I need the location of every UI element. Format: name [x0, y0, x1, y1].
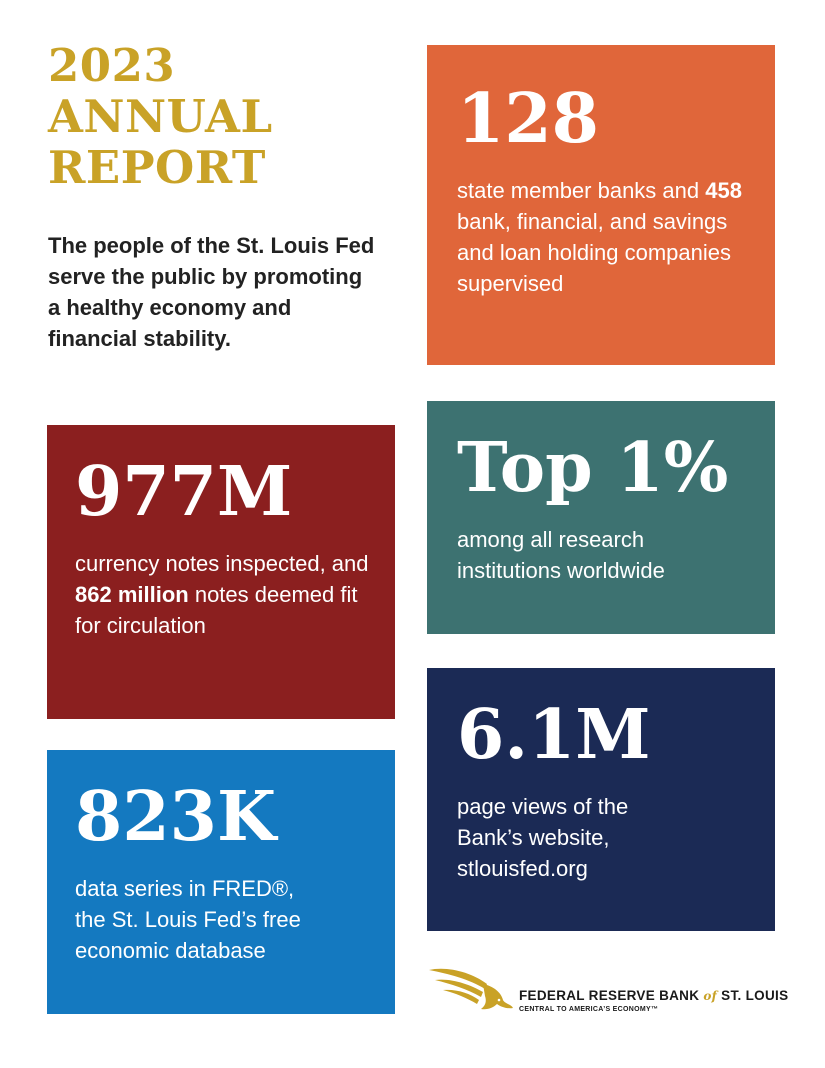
views-description	[457, 791, 775, 884]
report-title-annual: ANNUAL	[48, 90, 273, 143]
logo-name-post: ST. LOUIS	[717, 988, 789, 1003]
banks-desc-pre: state member banks and	[457, 178, 706, 203]
report-year: 2023	[48, 39, 176, 92]
report-title	[48, 40, 273, 193]
intro-statement: The people of the St. Louis Fed serve the public by promoting a healthy economy and financial stability.	[48, 233, 375, 351]
banks-supervised-card	[427, 45, 775, 365]
fred-stat: 823K	[75, 777, 277, 857]
fred-card	[47, 750, 395, 1014]
views-desc-line2: Bank’s website,	[457, 825, 610, 850]
currency-desc-pre: currency notes inspected, and	[75, 551, 369, 576]
currency-desc-bold: 862 million	[75, 582, 189, 607]
views-stat: 6.1M	[457, 695, 651, 775]
views-desc-line1: page views of the	[457, 794, 629, 819]
logo-name-pre: FEDERAL RESERVE BANK	[519, 988, 704, 1003]
logo-tagline: CENTRAL TO AMERICA’S ECONOMY™	[519, 1006, 659, 1013]
banks-desc-post: bank, financial, and savings and loan holding companies supervised	[457, 209, 731, 296]
currency-desc-post: notes deemed fit for circulation	[75, 582, 358, 638]
banks-stat: 128	[457, 79, 599, 159]
research-description: among all research institutions worldwide	[457, 527, 665, 583]
currency-stat: 977M	[75, 452, 293, 532]
fred-desc-line1: data series in FRED®,	[75, 876, 295, 901]
banks-description	[457, 175, 757, 299]
logo-wordmark	[519, 988, 788, 1003]
report-title-report: REPORT	[48, 141, 266, 194]
currency-card	[47, 425, 395, 719]
research-card	[427, 401, 775, 634]
research-stat: Top 1%	[457, 428, 729, 508]
eagle-icon	[427, 962, 515, 1014]
website-views-card	[427, 668, 775, 931]
views-desc-line3: stlouisfed.org	[457, 856, 588, 881]
banks-desc-bold: 458	[705, 178, 742, 203]
fred-description	[75, 873, 365, 966]
fred-desc-line2: the St. Louis Fed’s free economic database	[75, 907, 301, 963]
currency-description	[75, 548, 375, 641]
logo-name-of: of	[703, 989, 718, 1003]
fed-logo	[427, 958, 787, 1018]
